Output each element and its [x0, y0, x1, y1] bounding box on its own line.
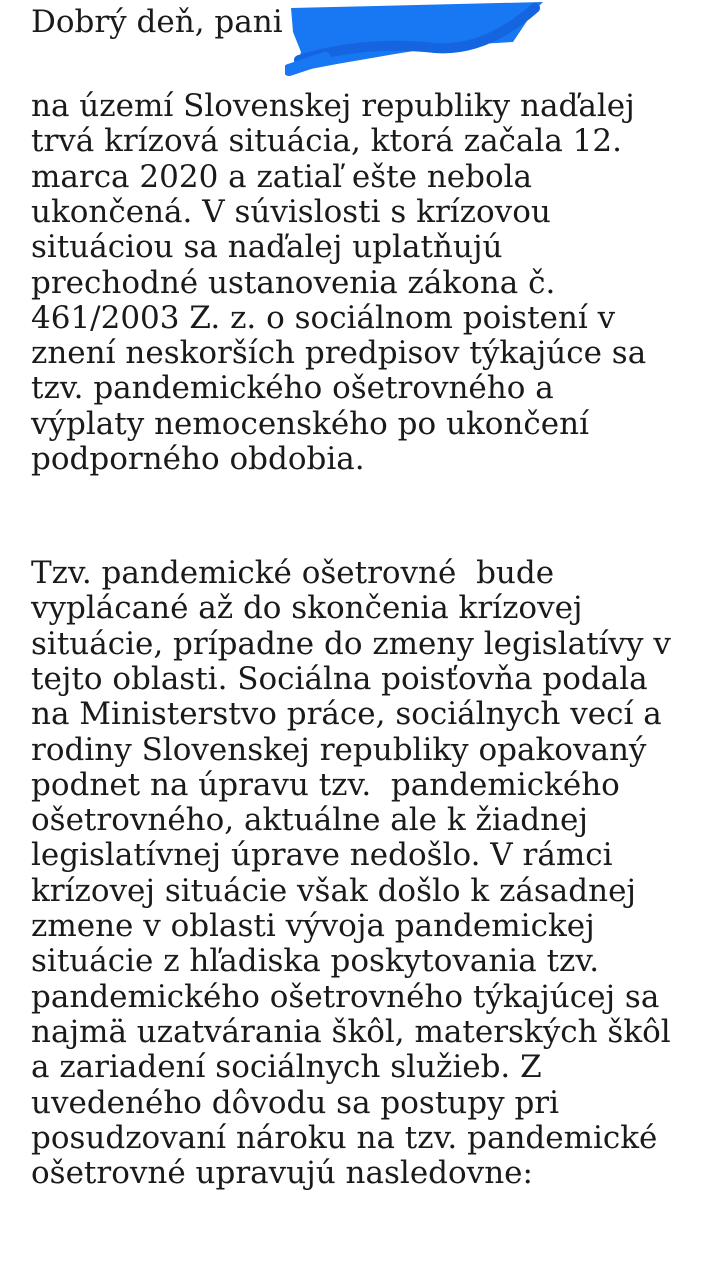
paragraph-2-line: vyplácané až do skončenia krízovej	[31, 590, 583, 627]
greeting-line: Dobrý deň, pani	[31, 4, 283, 40]
paragraph-1-line: znení neskorších predpisov týkajúce sa	[31, 335, 647, 372]
paragraph-2-line: ošetrovného, aktuálne ale k žiadnej	[31, 802, 589, 839]
paragraph-2-line: pandemického ošetrovného týkajúcej sa	[31, 978, 660, 1015]
paragraph-1-line: situáciou sa naďalej uplatňujú	[31, 229, 503, 266]
paragraph-2-line: situácie z hľadiska poskytovania tzv.	[31, 943, 600, 980]
paragraph-2-line: najmä uzatvárania škôl, materských škôl	[31, 1013, 671, 1050]
paragraph-1-line: výplaty nemocenského po ukončení	[31, 405, 589, 442]
paragraph-2-line: podnet na úpravu tzv. pandemického	[31, 766, 620, 803]
redaction-scribble	[285, 0, 550, 78]
paragraph-2-line: tejto oblasti. Sociálna poisťovňa podala	[31, 660, 648, 697]
paragraph-2-line: situácie, prípadne do zmeny legislatívy v	[31, 625, 671, 662]
paragraph-2-line: a zariadení sociálnych služieb. Z	[31, 1049, 542, 1086]
paragraph-1-line: tzv. pandemického ošetrovného a	[31, 370, 554, 407]
paragraph-1-line: ukončená. V súvislosti s krízovou	[31, 193, 551, 230]
paragraph-2-line: posudzovaní nároku na tzv. pandemické	[31, 1119, 658, 1156]
paragraph-2-line: rodiny Slovenskej republiky opakovaný	[31, 731, 647, 768]
paragraph-2-line: krízovej situácie však došlo k zásadnej	[31, 872, 637, 909]
paragraph-1-line: 461/2003 Z. z. o sociálnom poistení v	[31, 299, 616, 336]
paragraph-2-line: zmene v oblasti vývoja pandemickej	[31, 908, 595, 944]
paragraph-2-line: ošetrovné upravujú nasledovne:	[31, 1155, 533, 1192]
paragraph-2-line: na Ministerstvo práce, sociálnych vecí a	[31, 696, 662, 733]
paragraph-2-line: Tzv. pandemické ošetrovné bude	[31, 555, 555, 591]
paragraph-1-line: podporného obdobia.	[31, 441, 365, 477]
paragraph-1-line: trvá krízová situácia, ktorá začala 12.	[31, 123, 622, 160]
paragraph-2-line: uvedeného dôvodu sa postupy pri	[31, 1084, 560, 1121]
paragraph-1-line: na území Slovenskej republiky naďalej	[31, 88, 635, 124]
paragraph-1-line: prechodné ustanovenia zákona č.	[31, 264, 556, 301]
paragraph-2-line: legislatívnej úprave nedošlo. V rámci	[31, 837, 613, 874]
paragraph-1-line: marca 2020 a zatiaľ ešte nebola	[31, 158, 533, 195]
